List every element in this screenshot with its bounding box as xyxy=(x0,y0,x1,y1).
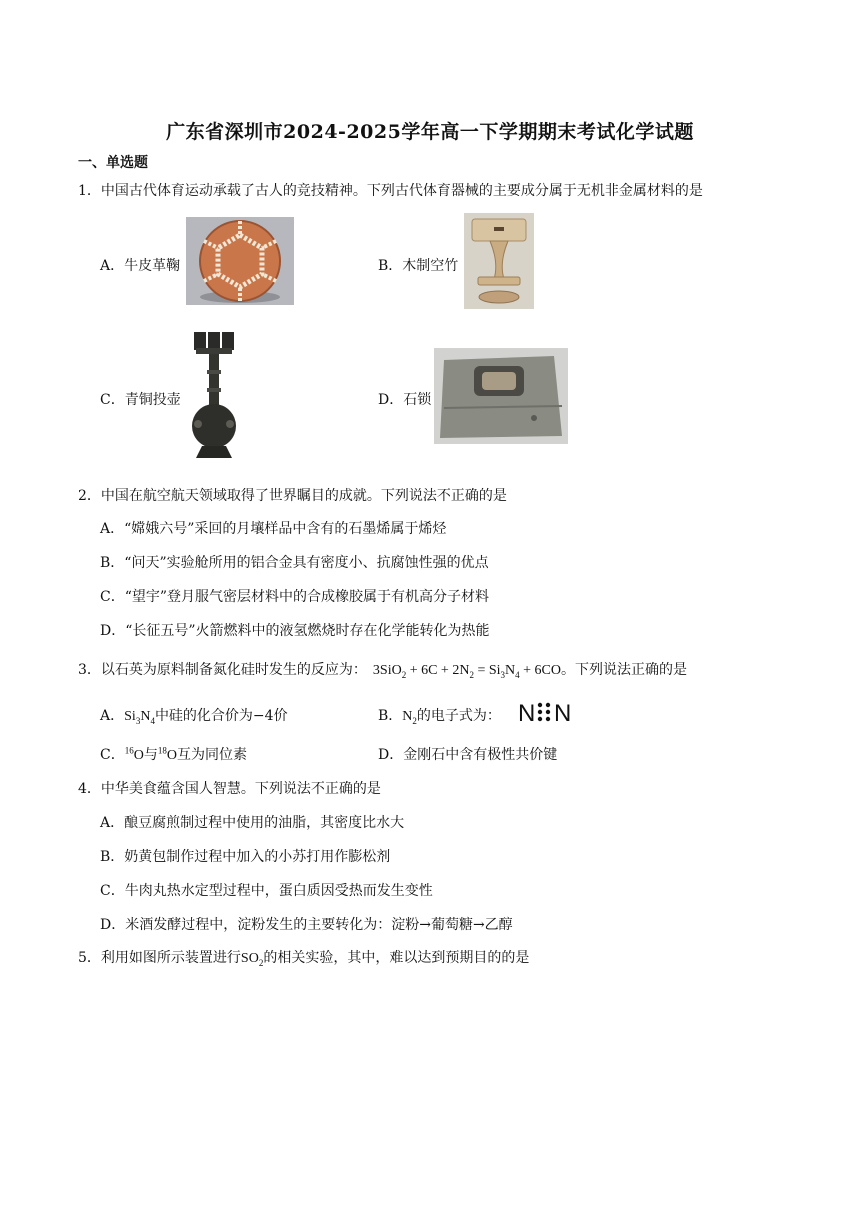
q3-stem-post: 。下列说法正确的是 xyxy=(561,662,687,678)
q1-option-d: D．石锁 xyxy=(378,392,432,408)
diabolo-image xyxy=(464,213,534,309)
q1-option-a: A．牛皮革鞠 xyxy=(100,258,181,274)
q3-option-a: A．$Si_3N_4$中硅的化合价为−4价 xyxy=(100,708,288,726)
n2-electron-formula-image xyxy=(518,699,578,725)
leather-ball-image xyxy=(186,217,294,305)
q2-option-c: C．“望宇”登月服气密层材料中的合成橡胶属于有机高分子材料 xyxy=(100,589,490,605)
leather-ball-icon xyxy=(186,217,294,305)
q4-option-b: B．奶黄包制作过程中加入的小苏打用作膨松剂 xyxy=(100,849,391,865)
q1-option-b: B．木制空竹 xyxy=(378,258,459,274)
q3-option-b: B．$N_2$的电子式为： xyxy=(378,708,501,726)
bronze-pot-image xyxy=(186,330,242,462)
si3n4-formula: $Si_3N_4$ xyxy=(124,709,155,726)
q1-stem: 1．中国古代体育运动承载了古人的竞技精神。下列古代体育器械的主要成分属于无机非金属材料的是 xyxy=(78,183,703,199)
reaction-equation: $3SiO_2 + 6C + 2N_2 = Si_3N_4 + 6CO$ xyxy=(372,663,561,680)
diabolo-icon xyxy=(464,213,534,309)
q3-option-c: C．$^{16}$O与$^{18}$O互为同位素 xyxy=(100,745,247,763)
stone-lock-icon xyxy=(434,348,568,444)
q4-option-c: C．牛肉丸热水定型过程中，蛋白质因受热而发生变性 xyxy=(100,883,433,899)
section-heading: 一、单选题 xyxy=(78,155,148,171)
q2-option-d: D．“长征五号”火箭燃料中的液氢燃烧时存在化学能转化为热能 xyxy=(100,623,490,639)
q2-stem: 2．中国在航空航天领域取得了世界瞩目的成就。下列说法不正确的是 xyxy=(78,488,507,504)
so2-formula: $SO_2$ xyxy=(240,951,264,968)
page-title: 广东省深圳市2024-2025学年高一下学期期末考试化学试题 xyxy=(166,121,694,143)
q5-stem: 5．利用如图所示装置进行$SO_2$的相关实验，其中，难以达到预期目的的是 xyxy=(78,950,530,968)
n2-electron-formula-icon xyxy=(518,699,578,725)
q4-option-d: D．米酒发酵过程中，淀粉发生的主要转化为：淀粉→葡萄糖→乙醇 xyxy=(100,917,513,933)
svg-text:N: N xyxy=(518,700,536,725)
o16-symbol: $^{16}$O xyxy=(124,745,144,763)
q1-option-c: C．青铜投壶 xyxy=(100,392,181,408)
n2-formula: $N_2$ xyxy=(402,709,417,726)
q4-stem: 4．中华美食蕴含国人智慧。下列说法不正确的是 xyxy=(78,781,381,797)
q3-option-d: D．金刚石中含有极性共价键 xyxy=(378,747,558,763)
q3-stem-pre: 3．以石英为原料制备氮化硅时发生的反应为： xyxy=(78,662,367,678)
q3-stem xyxy=(78,659,687,680)
o18-symbol: $^{18}$O xyxy=(157,745,177,763)
stone-lock-image xyxy=(434,348,568,444)
bronze-pot-icon xyxy=(186,330,242,462)
q4-option-a: A．酿豆腐煎制过程中使用的油脂，其密度比水大 xyxy=(100,815,405,831)
q2-option-b: B．“问天”实验舱所用的铝合金具有密度小、抗腐蚀性强的优点 xyxy=(100,555,489,571)
q2-option-a: A．“嫦娥六号”采回的月壤样品中含有的石墨烯属于烯烃 xyxy=(100,521,447,537)
svg-text:N: N xyxy=(554,700,572,725)
